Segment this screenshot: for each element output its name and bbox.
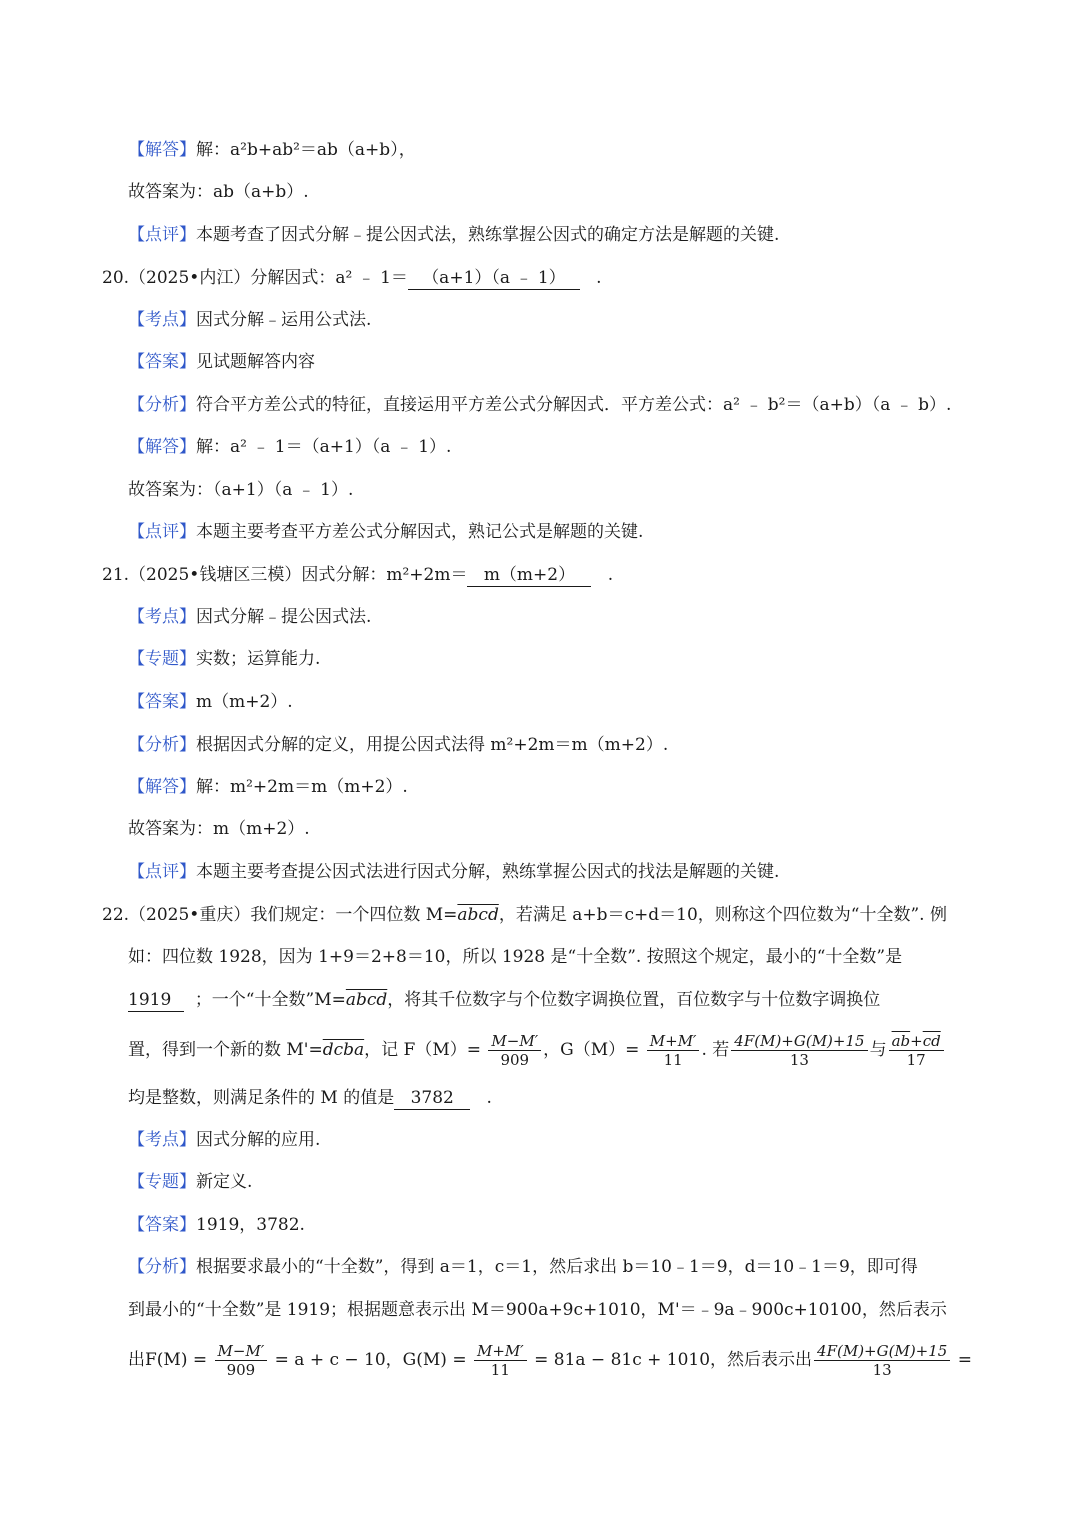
- fraction-condition-1: $\frac{4F(M)+G(M)+15}{13}$: [731, 1032, 867, 1069]
- analysis-line-22-a: 【分析】根据要求最小的“十全数”，得到 a＝1，c＝1，然后求出 b＝10﹣1＝9，d＝10﹣1＝9，即可得: [128, 1257, 918, 1277]
- fraction-condition-1: $\frac{4F(M)+G(M)+15}{13}$: [814, 1342, 950, 1379]
- section-tag: 【考点】: [128, 310, 196, 330]
- section-tag: 【专题】: [128, 1172, 196, 1192]
- question-number: 20.: [102, 268, 130, 288]
- question-22-line-2: 如：四位数 1928，因为 1+9＝2+8＝10，所以 1928 是“十全数”. 按照这个规定，最小的“十全数”是: [128, 947, 903, 967]
- answer-blank: （a+1）（a ﹣ 1）: [408, 267, 580, 290]
- section-tag: 【考点】: [128, 1130, 196, 1150]
- section-tag: 【分析】: [128, 735, 196, 755]
- section-tag: 【解答】: [128, 437, 196, 457]
- solution-line-20: 【解答】解：a² ﹣ 1＝（a+1）（a ﹣ 1）.: [128, 437, 452, 457]
- fraction-g: $\frac{M+M'}{11}$: [647, 1032, 700, 1069]
- section-tag: 【答案】: [128, 692, 196, 712]
- question-end: .: [596, 268, 602, 288]
- section-tag: 【考点】: [128, 607, 196, 627]
- answer-key-line-21: 【答案】m（m+2）.: [128, 692, 293, 712]
- answer-line-19: 【解答】解：a²b+ab²＝ab（a+b），: [128, 140, 416, 160]
- question-end: .: [607, 565, 614, 585]
- topic-line-21: 【专题】实数；运算能力.: [128, 649, 321, 669]
- answer-key-line-20: 【答案】见试题解答内容: [128, 352, 315, 372]
- overline-abcd: abcd: [345, 990, 388, 1010]
- solution-line-21: 【解答】解：m²+2m＝m（m+2）.: [128, 777, 408, 797]
- conclusion-line-20: 故答案为：（a+1）（a ﹣ 1）.: [128, 480, 354, 500]
- section-tag: 【点评】: [128, 522, 196, 542]
- section-tag: 【点评】: [128, 862, 196, 882]
- answer-blank-2: 3782: [394, 1087, 470, 1110]
- fraction-condition-2: $\frac{\overline{ab}+\overline{cd}}{17}$: [889, 1032, 944, 1069]
- answer-key-line-22: 【答案】1919，3782.: [128, 1215, 305, 1235]
- question-22-line-5: 均是整数，则满足条件的 M 的值是 3782 .: [128, 1088, 492, 1108]
- analysis-line-22-c: 出F(M) = $\frac{M-M'}{909}$ = a + c − 10，G(M) = $\frac{M+M'}{11}$ = 81a − 81c + 1010，然后表示出 $\frac{4F(M)+G(M)+15}{13}$ =: [128, 1342, 972, 1379]
- question-22-line-4: 置，得到一个新的数 M'=dcba，记 F（M）= $\frac{M-M'}{909}$ ，G（M）= $\frac{M+M'}{11}$ . 若 $\frac{4F(M)+G(M)+15}{13}$ 与 $\frac{\overline{ab}+\overline{cd}}{17}$: [128, 1030, 980, 1070]
- section-tag: 【分析】: [128, 395, 196, 415]
- answer-blank-1: 1919: [128, 989, 184, 1012]
- question-number: 22.: [102, 905, 130, 925]
- overline-dcba: dcba: [322, 1040, 365, 1060]
- keypoint-line-22: 【考点】因式分解的应用.: [128, 1130, 321, 1150]
- section-tag: 【解答】: [128, 777, 196, 797]
- question-20: [102, 265, 980, 291]
- analysis-line-22-b: 到最小的“十全数”是 1919；根据题意表示出 M＝900a+9c+1010，M'＝﹣9a﹣900c+10100，然后表示: [128, 1300, 947, 1320]
- fraction-f: $\frac{M-M'}{909}$: [488, 1032, 541, 1069]
- question-expr: a² ﹣ 1＝: [335, 268, 408, 288]
- section-tag: 【专题】: [128, 649, 196, 669]
- overline-abcd: abcd: [457, 905, 499, 925]
- fraction-f: $\frac{M-M'}{909}$: [215, 1342, 268, 1379]
- comment-line-19: 【点评】本题考查了因式分解﹣提公因式法，熟练掌握公因式的确定方法是解题的关键.: [128, 225, 780, 245]
- comment-line-21: 【点评】本题主要考查提公因式法进行因式分解，熟练掌握公因式的找法是解题的关键.: [128, 862, 780, 882]
- comment-line-20: 【点评】本题主要考查平方差公式分解因式，熟记公式是解题的关键.: [128, 522, 644, 542]
- section-tag: 【答案】: [128, 1215, 196, 1235]
- section-tag: 【解答】: [128, 140, 196, 160]
- keypoint-line-20: 【考点】因式分解﹣运用公式法.: [128, 310, 372, 330]
- question-expr: m²+2m＝: [386, 565, 468, 585]
- question-21: [102, 562, 980, 588]
- conclusion-line-19: 故答案为：ab（a+b）.: [128, 182, 309, 202]
- question-22-line-3: 1919 ；一个“十全数”M=abcd，将其千位数字与个位数字调换位置，百位数字与十位数字调换位: [128, 990, 881, 1010]
- analysis-line-20: 【分析】符合平方差公式的特征，直接运用平方差公式分解因式．平方差公式：a² ﹣ b²＝（a+b）（a ﹣ b）.: [128, 395, 952, 415]
- section-tag: 【点评】: [128, 225, 196, 245]
- section-tag: 【答案】: [128, 352, 196, 372]
- answer-blank: m（m+2）: [467, 564, 591, 587]
- analysis-line-21: 【分析】根据因式分解的定义，用提公因式法得 m²+2m＝m（m+2）.: [128, 735, 669, 755]
- question-source: （2025•钱塘区三模）因式分解：: [129, 565, 387, 585]
- question-22-line-1: 22.（2025•重庆）我们规定：一个四位数 M=abcd，若满足 a+b＝c+d＝10，则称这个四位数为“十全数”. 例: [102, 905, 947, 925]
- question-source: （2025•内江）分解因式：: [129, 268, 336, 288]
- keypoint-line-21: 【考点】因式分解﹣提公因式法.: [128, 607, 372, 627]
- topic-line-22: 【专题】新定义.: [128, 1172, 253, 1192]
- section-tag: 【分析】: [128, 1257, 196, 1277]
- question-number: 21.: [102, 565, 130, 585]
- conclusion-line-21: 故答案为：m（m+2）.: [128, 819, 310, 839]
- fraction-g: $\frac{M+M'}{11}$: [474, 1342, 527, 1379]
